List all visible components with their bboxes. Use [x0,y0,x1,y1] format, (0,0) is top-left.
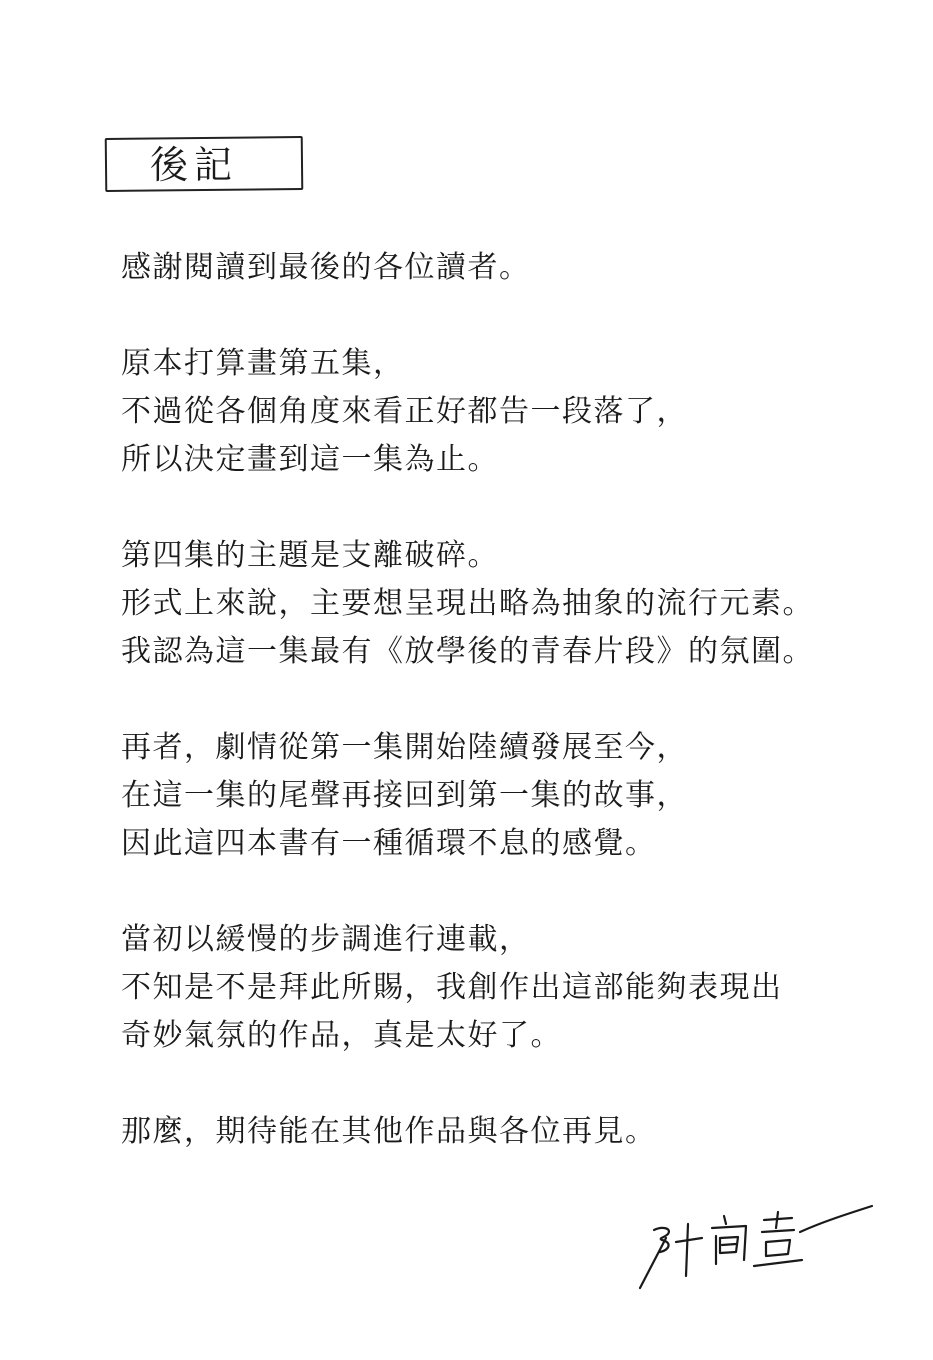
paragraph-4 [121,724,901,868]
text-line: 所以決定畫到這一集為止。 [121,442,499,477]
text-line: 原本打算畫第五集， [121,346,405,381]
paragraph-5 [121,916,901,1060]
text-line: 當初以緩慢的步調進行連載， [121,922,531,957]
page-title: 後記 [150,143,239,187]
paragraph-6 [121,1108,901,1156]
text-line: 在這一集的尾聲再接回到第一集的故事， [121,778,688,813]
text-line: 第四集的主題是支離破碎。 [121,538,499,573]
paragraph-2 [121,340,901,484]
text-line: 再者，劇情從第一集開始陸續發展至今， [121,730,688,765]
afterword-body [121,244,901,1204]
text-line: 形式上來說，主要想呈現出略為抽象的流行元素。 [121,586,814,621]
text-line: 因此這四本書有一種循環不息的感覺。 [121,826,657,861]
text-line: 我認為這一集最有《放學後的青春片段》的氛圍。 [121,634,814,669]
text-line: 不知是不是拜此所賜，我創作出這部能夠表現出 [121,970,783,1005]
text-line: 奇妙氣氛的作品，真是太好了。 [121,1018,562,1053]
text-line: 感謝閱讀到最後的各位讀者。 [121,250,531,285]
paragraph-1 [121,244,901,292]
paragraph-3 [121,532,901,676]
handwritten-signature-icon [632,1198,882,1298]
text-line: 那麼，期待能在其他作品與各位再見。 [121,1114,657,1149]
text-line: 不過從各個角度來看正好都告一段落了， [121,394,688,429]
